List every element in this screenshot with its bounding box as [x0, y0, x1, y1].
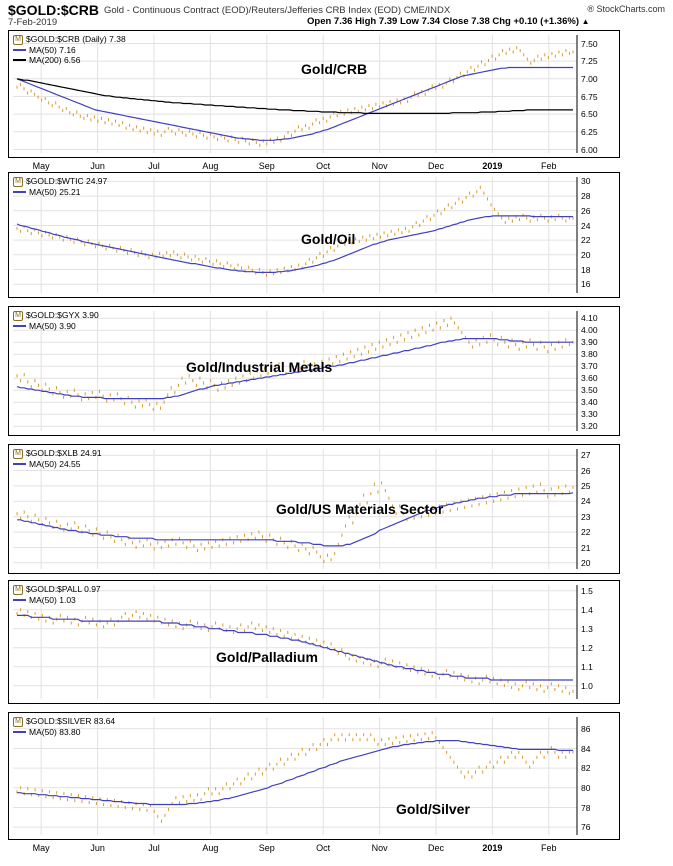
chart-panel-4 — [8, 444, 620, 574]
legend-swatch — [13, 463, 26, 465]
x-tick-label: Oct — [316, 843, 331, 853]
legend-swatch — [13, 49, 26, 51]
y-tick-label: 78 — [581, 802, 591, 813]
y-tick-label: 6.75 — [581, 91, 598, 102]
y-tick-label: 1.1 — [581, 661, 593, 672]
y-tick-label: 22 — [581, 527, 591, 538]
y-tick-label: 6.50 — [581, 109, 598, 120]
y-tick-label: 1.0 — [581, 680, 593, 691]
legend-swatch — [13, 59, 26, 61]
indicator-bulb-icon: M — [13, 449, 23, 459]
legend-label: MA(50) 1.03 — [29, 594, 76, 605]
panel-legend-6 — [13, 716, 115, 737]
legend-row — [13, 595, 101, 606]
y-axis-3 — [581, 307, 619, 435]
x-tick-label: Oct — [316, 161, 331, 171]
chart-panel-5 — [8, 580, 620, 704]
quote-line — [307, 16, 590, 27]
y-tick-label: 20 — [581, 557, 591, 568]
x-tick-label: Feb — [541, 161, 557, 171]
y-tick-label: 80 — [581, 782, 591, 793]
y-tick-label: 30 — [581, 176, 591, 187]
close-label: Close — [442, 16, 469, 27]
panel-title-3: Gold/Industrial Metals — [186, 359, 333, 375]
panel-title-5: Gold/Palladium — [216, 649, 318, 665]
legend-swatch — [13, 731, 26, 733]
y-tick-label: 20 — [581, 249, 591, 260]
y-tick-label: 16 — [581, 279, 591, 290]
y-tick-label: 21 — [581, 542, 591, 553]
high-value: 7.39 — [378, 16, 398, 27]
chart-panel-6 — [8, 712, 620, 840]
x-tick-label: 2019 — [482, 843, 503, 853]
panel-legend-2 — [13, 176, 107, 197]
x-tick-label: Nov — [371, 843, 388, 853]
y-axis-2 — [581, 173, 619, 297]
y-tick-label: 24 — [581, 496, 591, 507]
y-tick-label: 22 — [581, 235, 591, 246]
change-up-arrow-icon: ▲ — [581, 17, 590, 26]
y-tick-label: 1.3 — [581, 623, 593, 634]
legend-label: $GOLD:$SILVER 83.64 — [26, 716, 116, 726]
y-tick-label: 3.60 — [581, 373, 598, 384]
x-tick-label: Nov — [371, 161, 388, 171]
open-value: 7.36 — [333, 16, 353, 27]
y-tick-label: 3.30 — [581, 409, 598, 420]
panel-legend-4 — [13, 448, 102, 469]
y-axis-4 — [581, 445, 619, 573]
y-tick-label: 3.90 — [581, 337, 598, 348]
open-label: Open — [307, 16, 332, 27]
legend-label: MA(50) 3.90 — [29, 320, 76, 331]
legend-row — [13, 716, 115, 727]
legend-label: $GOLD:$XLB 24.91 — [26, 448, 102, 458]
x-tick-label: 2019 — [482, 161, 503, 171]
x-axis-1 — [9, 161, 619, 175]
x-tick-label: Jun — [90, 843, 105, 853]
legend-row — [13, 187, 107, 198]
panel-legend-3 — [13, 310, 99, 331]
y-tick-label: 3.40 — [581, 397, 598, 408]
indicator-bulb-icon: M — [13, 311, 23, 321]
legend-label: MA(200) 6.56 — [29, 55, 81, 66]
legend-row — [13, 176, 107, 187]
y-tick-label: 27 — [581, 450, 591, 461]
y-tick-label: 3.20 — [581, 421, 598, 432]
legend-row — [13, 310, 99, 321]
stockcharts-brand: ® StockCharts.com — [587, 4, 665, 14]
panel-title-6: Gold/Silver — [396, 801, 470, 817]
legend-row — [13, 448, 102, 459]
legend-row — [13, 727, 115, 738]
y-tick-label: 6.00 — [581, 144, 598, 155]
legend-label: MA(50) 83.80 — [29, 726, 81, 737]
x-tick-label: Jun — [90, 161, 105, 171]
indicator-bulb-icon: M — [13, 177, 23, 187]
panel-legend-1 — [13, 34, 126, 66]
y-axis-6 — [581, 713, 619, 839]
x-axis-6 — [9, 843, 619, 857]
x-tick-label: Dec — [427, 161, 445, 171]
legend-label: $GOLD:$PALL 0.97 — [26, 584, 101, 594]
y-tick-label: 86 — [581, 723, 591, 734]
low-label: Low — [399, 16, 419, 27]
quote-date: 7-Feb-2019 — [8, 17, 58, 28]
legend-row — [13, 45, 126, 56]
y-tick-label: 1.4 — [581, 604, 593, 615]
x-tick-label: Dec — [427, 843, 445, 853]
x-tick-label: Sep — [258, 161, 275, 171]
y-tick-label: 23 — [581, 511, 591, 522]
symbol-description: Gold - Continuous Contract (EOD)/Reuters/Jefferies CRB Index (EOD) CME/INDX — [104, 5, 451, 16]
panel-legend-5 — [13, 584, 101, 605]
legend-row — [13, 459, 102, 470]
y-tick-label: 3.80 — [581, 349, 598, 360]
y-tick-label: 26 — [581, 205, 591, 216]
legend-swatch — [13, 325, 26, 327]
y-tick-label: 7.25 — [581, 56, 598, 67]
legend-swatch — [13, 191, 26, 193]
legend-row — [13, 584, 101, 595]
chart-panel-1 — [8, 30, 620, 158]
x-tick-label: Sep — [258, 843, 275, 853]
chart-panel-2 — [8, 172, 620, 298]
y-tick-label: 3.70 — [581, 361, 598, 372]
legend-label: MA(50) 7.16 — [29, 44, 76, 55]
x-tick-label: Jul — [148, 161, 160, 171]
y-tick-label: 7.50 — [581, 38, 598, 49]
panel-title-4: Gold/US Materials Sector — [276, 501, 444, 517]
y-tick-label: 82 — [581, 763, 591, 774]
x-tick-label: Aug — [202, 843, 219, 853]
panel-title-1: Gold/CRB — [301, 61, 368, 77]
y-axis-1 — [581, 31, 619, 157]
x-tick-label: May — [32, 161, 50, 171]
symbol-title: $GOLD:$CRB — [8, 2, 100, 18]
legend-label: $GOLD:$WTIC 24.97 — [26, 176, 108, 186]
y-tick-label: 24 — [581, 220, 591, 231]
y-tick-label: 7.00 — [581, 73, 598, 84]
y-tick-label: 76 — [581, 822, 591, 833]
legend-row — [13, 55, 126, 66]
legend-row — [13, 321, 99, 332]
y-tick-label: 26 — [581, 465, 591, 476]
x-tick-label: May — [32, 843, 50, 853]
chart-panel-3 — [8, 306, 620, 436]
y-tick-label: 4.10 — [581, 313, 598, 324]
legend-label: $GOLD:$CRB (Daily) 7.38 — [26, 34, 126, 44]
indicator-bulb-icon: M — [13, 585, 23, 595]
legend-label: MA(50) 24.55 — [29, 458, 81, 469]
y-tick-label: 18 — [581, 264, 591, 275]
indicator-bulb-icon: M — [13, 717, 23, 727]
indicator-bulb-icon: M — [13, 35, 23, 45]
legend-label: $GOLD:$GYX 3.90 — [26, 310, 99, 320]
legend-row — [13, 34, 126, 45]
chg-label: Chg — [492, 16, 511, 27]
y-tick-label: 28 — [581, 191, 591, 202]
low-value: 7.34 — [421, 16, 441, 27]
y-tick-label: 1.5 — [581, 585, 593, 596]
x-tick-label: Feb — [541, 843, 557, 853]
y-tick-label: 6.25 — [581, 126, 598, 137]
y-tick-label: 84 — [581, 743, 591, 754]
chart-header — [0, 0, 673, 30]
y-axis-5 — [581, 581, 619, 703]
close-value: 7.38 — [471, 16, 490, 27]
high-label: High — [355, 16, 377, 27]
panel-title-2: Gold/Oil — [301, 231, 356, 247]
y-tick-label: 4.00 — [581, 325, 598, 336]
x-tick-label: Aug — [202, 161, 219, 171]
chg-value: +0.10 (+1.36%) — [513, 16, 579, 27]
x-tick-label: Jul — [148, 843, 160, 853]
legend-swatch — [13, 599, 26, 601]
legend-label: MA(50) 25.21 — [29, 186, 81, 197]
y-tick-label: 3.50 — [581, 385, 598, 396]
y-tick-label: 25 — [581, 480, 591, 491]
y-tick-label: 1.2 — [581, 642, 593, 653]
